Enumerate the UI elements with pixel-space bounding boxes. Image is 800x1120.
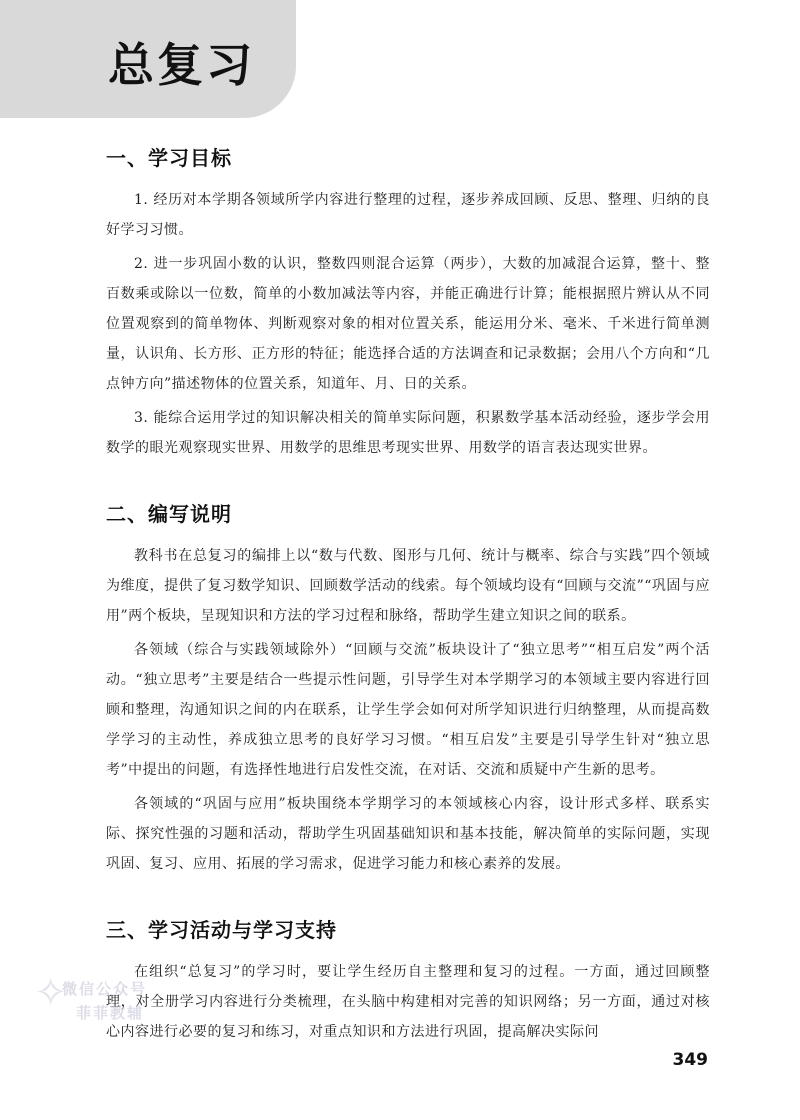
section-writing-notes	[106, 501, 710, 879]
paragraph: 1. 经历对本学期各领域所学内容进行整理的过程，逐步养成回顾、反思、整理、归纳的良好学习习惯。	[106, 192, 710, 238]
section-heading: 二、编写说明	[106, 502, 232, 526]
section-heading: 一、学习目标	[106, 146, 232, 170]
section-learning-goals	[106, 145, 710, 463]
watermark-line2: 菲菲教辅	[76, 1004, 145, 1022]
page-content	[106, 145, 710, 1051]
page-title: 总复习	[108, 38, 255, 92]
section-heading: 三、学习活动与学习支持	[106, 918, 337, 942]
watermark-line1: 微信公众号	[62, 980, 148, 998]
paragraph: 各领域（综合与实践领域除外）“回顾与交流”板块设计了“独立思考”“相互启发”两个活动。“独立思考”主要是结合一些提示性问题，引导学生对本学期学习的本领域主要内容进行回顾和整理，沟通知识之间的内在联系，让学生学会如何对所学知识进行归纳整理，从而提高数学学习的主动性，养成独立思考的良好学习习惯。“相互启发”主要是引导学生针对“独立思考”中提出的问题，有选择性地进行启发性交流，在对话、交流和质疑中产生新的思考。	[106, 642, 710, 778]
section-learning-activities	[106, 917, 710, 1047]
page-number: 349	[672, 1050, 708, 1070]
paragraph: 教科书在总复习的编排上以“数与代数、图形与几何、统计与概率、综合与实践”四个领域为维度，提供了复习数学知识、回顾数学活动的线索。每个领域均设有“回顾与交流”“巩固与应用”两个板块，呈现知识和方法的学习过程和脉络，帮助学生建立知识之间的联系。	[106, 548, 710, 624]
paragraph: 3. 能综合运用学过的知识解决相关的简单实际问题，积累数学基本活动经验，逐步学会用数学的眼光观察现实世界、用数学的思维思考现实世界、用数学的语言表达现实世界。	[106, 410, 710, 456]
paragraph: 在组织“总复习”的学习时，要让学生经历自主整理和复习的过程。一方面，通过回顾整理，对全册学习内容进行分类梳理，在头脑中构建相对完善的知识网络；另一方面，通过对核心内容进行必要的复习和练习，对重点知识和方法进行巩固，提高解决实际问	[106, 964, 710, 1040]
star-icon: ✧	[34, 970, 68, 1016]
paragraph: 2. 进一步巩固小数的认识，整数四则混合运算（两步），大数的加减混合运算，整十、整百数乘或除以一位数，简单的小数加减法等内容，并能正确进行计算；能根据照片辨认从不同位置观察到的简单物体、判断观察对象的相对位置关系，能运用分米、毫米、千米进行简单测量，认识角、长方形、正方形的特征；能选择合适的方法调查和记录数据；会用八个方向和“几点钟方向”描述物体的位置关系，知道年、月、日的关系。	[106, 256, 710, 392]
paragraph: 各领域的“巩固与应用”板块围绕本学期学习的本领域核心内容，设计形式多样、联系实际、探究性强的习题和活动，帮助学生巩固基础知识和基本技能，解决简单的实际问题，实现巩固、复习、应用、拓展的学习需求，促进学习能力和核心素养的发展。	[106, 796, 710, 872]
